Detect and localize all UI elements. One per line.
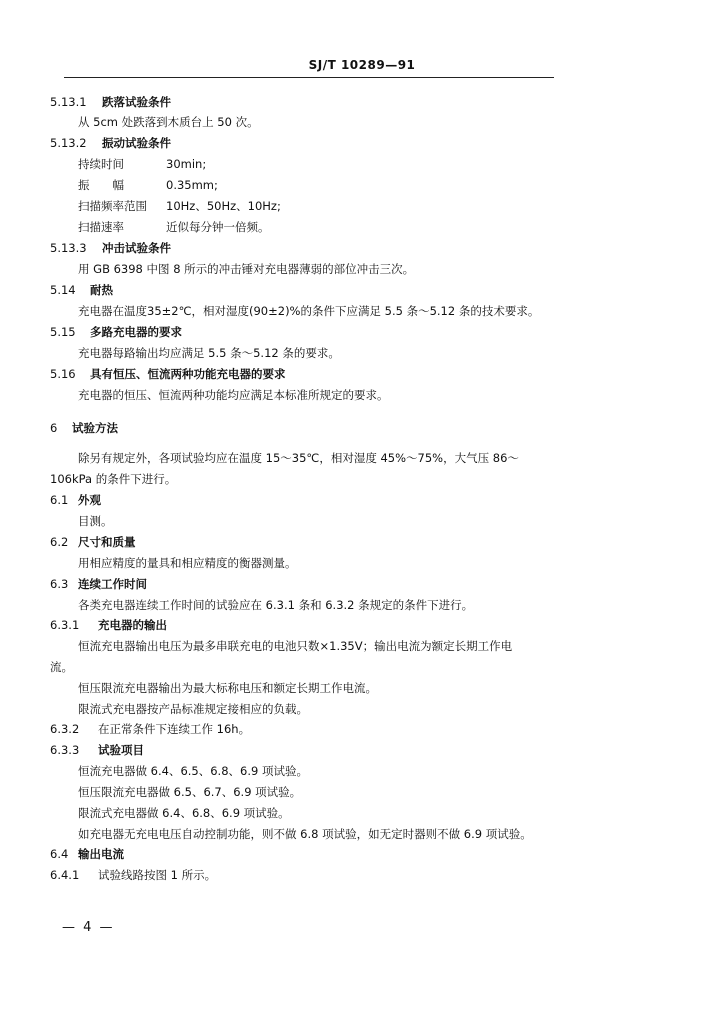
param-row bbox=[78, 198, 281, 214]
paragraph: 用 GB 6398 中图 8 所示的冲击锤对充电器薄弱的部位冲击三次。 bbox=[78, 262, 415, 276]
paragraph: 106kPa 的条件下进行。 bbox=[50, 472, 177, 486]
clause-title: 冲击试验条件 bbox=[102, 241, 171, 255]
clause-5-13-3 bbox=[50, 240, 171, 256]
clause-title: 连续工作时间 bbox=[78, 577, 147, 591]
clause-title: 耐热 bbox=[90, 283, 113, 297]
clause-title: 输出电流 bbox=[78, 847, 124, 861]
clause-5-14 bbox=[50, 282, 113, 298]
clause-number: 6.1 bbox=[50, 493, 69, 507]
param-row bbox=[78, 177, 218, 193]
paragraph: 各类充电器连续工作时间的试验应在 6.3.1 条和 6.3.2 条规定的条件下进行。 bbox=[78, 598, 474, 612]
paragraph: 恒流充电器输出电压为最多串联充电的电池只数×1.35V；输出电流为额定长期工作电 bbox=[78, 639, 513, 653]
clause-text: 试验线路按图 1 所示。 bbox=[98, 868, 217, 882]
paragraph: 从 5cm 处跌落到木质台上 50 次。 bbox=[78, 115, 259, 129]
clause-5-13-2 bbox=[50, 135, 171, 151]
param-value: 近似每分钟一倍频。 bbox=[166, 220, 270, 234]
clause-text: 在正常条件下连续工作 16h。 bbox=[98, 722, 251, 736]
clause-title: 多路充电器的要求 bbox=[90, 325, 182, 339]
clause-number: 5.15 bbox=[50, 325, 76, 339]
clause-title: 跌落试验条件 bbox=[102, 95, 171, 109]
header-rule bbox=[64, 77, 554, 78]
param-value: 30min; bbox=[166, 157, 207, 171]
param-label: 扫描速率 bbox=[78, 220, 124, 234]
paragraph: 除另有规定外，各项试验均应在温度 15～35℃，相对湿度 45%～75%，大气压 86～ bbox=[78, 451, 519, 465]
paragraph: 流。 bbox=[50, 660, 73, 674]
clause-6-3 bbox=[50, 576, 147, 592]
clause-number: 6.3.3 bbox=[50, 743, 80, 757]
clause-title: 外观 bbox=[78, 493, 101, 507]
standard-code: SJ/T 10289—91 bbox=[308, 58, 416, 72]
clause-number: 5.16 bbox=[50, 367, 76, 381]
clause-title: 尺寸和质量 bbox=[78, 535, 136, 549]
param-label: 持续时间 bbox=[78, 157, 124, 171]
paragraph: 恒压限流充电器做 6.5、6.7、6.9 项试验。 bbox=[78, 785, 302, 799]
clause-6-1 bbox=[50, 492, 101, 508]
clause-5-13-1 bbox=[50, 94, 171, 110]
paragraph: 限流式充电器按产品标准规定接相应的负载。 bbox=[78, 702, 308, 716]
clause-number: 5.13.3 bbox=[50, 241, 87, 255]
clause-6-3-1 bbox=[50, 617, 167, 633]
chapter-6 bbox=[50, 420, 118, 436]
page-number: — 4 — bbox=[62, 920, 115, 935]
clause-6-3-2 bbox=[50, 721, 250, 737]
paragraph: 充电器在温度35±2℃，相对湿度(90±2)%的条件下应满足 5.5 条～5.12 条的技术要求。 bbox=[78, 304, 540, 318]
clause-number: 6.2 bbox=[50, 535, 69, 549]
clause-5-16 bbox=[50, 366, 286, 382]
paragraph: 如充电器无充电电压自动控制功能，则不做 6.8 项试验，如无定时器则不做 6.9 项试验。 bbox=[78, 827, 532, 841]
param-value: 10Hz、50Hz、10Hz; bbox=[166, 199, 281, 213]
clause-number: 5.14 bbox=[50, 283, 76, 297]
clause-number: 6.4.1 bbox=[50, 868, 80, 882]
clause-6-3-3 bbox=[50, 742, 144, 758]
param-label: 扫描频率范围 bbox=[78, 199, 147, 213]
paragraph: 限流式充电器做 6.4、6.8、6.9 项试验。 bbox=[78, 806, 290, 820]
clause-6-2 bbox=[50, 534, 136, 550]
chapter-title: 试验方法 bbox=[72, 421, 118, 435]
clause-number: 6.3.2 bbox=[50, 722, 80, 736]
paragraph: 充电器的恒压、恒流两种功能均应满足本标准所规定的要求。 bbox=[78, 388, 389, 402]
clause-number: 6.4 bbox=[50, 847, 69, 861]
clause-5-15 bbox=[50, 324, 182, 340]
paragraph: 目测。 bbox=[78, 514, 113, 528]
clause-number: 5.13.1 bbox=[50, 95, 87, 109]
clause-title: 试验项目 bbox=[98, 743, 144, 757]
paragraph: 充电器每路输出均应满足 5.5 条～5.12 条的要求。 bbox=[78, 346, 340, 360]
paragraph: 恒流充电器做 6.4、6.5、6.8、6.9 项试验。 bbox=[78, 764, 308, 778]
clause-number: 6.3 bbox=[50, 577, 69, 591]
param-label: 振 幅 bbox=[78, 178, 124, 192]
paragraph: 用相应精度的量具和相应精度的衡器测量。 bbox=[78, 556, 297, 570]
clause-number: 6.3.1 bbox=[50, 618, 80, 632]
paragraph: 恒压限流充电器输出为最大标称电压和额定长期工作电流。 bbox=[78, 681, 377, 695]
clause-title: 具有恒压、恒流两种功能充电器的要求 bbox=[90, 367, 286, 381]
chapter-number: 6 bbox=[50, 421, 58, 435]
clause-title: 振动试验条件 bbox=[102, 136, 171, 150]
param-row bbox=[78, 156, 206, 172]
clause-title: 充电器的输出 bbox=[98, 618, 167, 632]
clause-6-4 bbox=[50, 846, 124, 862]
param-row bbox=[78, 219, 270, 235]
param-value: 0.35mm; bbox=[166, 178, 218, 192]
clause-6-4-1 bbox=[50, 867, 216, 883]
clause-number: 5.13.2 bbox=[50, 136, 87, 150]
